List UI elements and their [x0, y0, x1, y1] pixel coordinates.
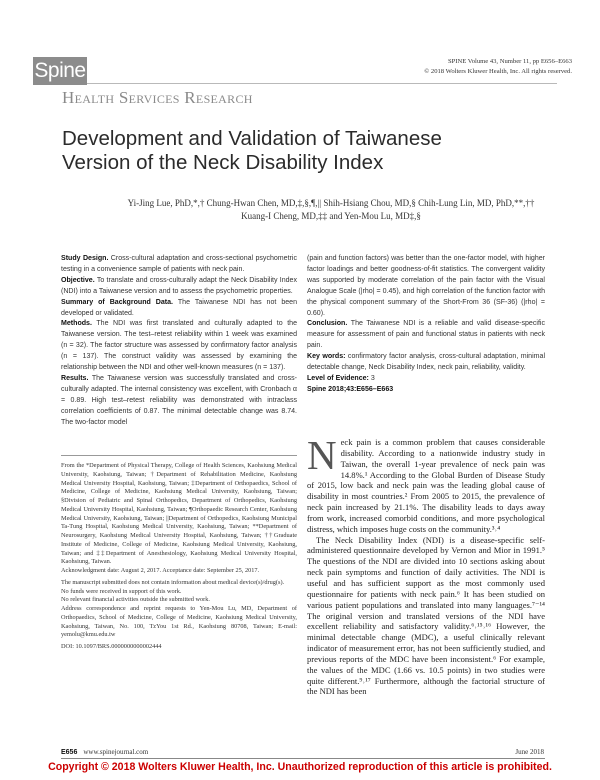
body-paragraph-2: The Neck Disability Index (NDI) is a disease-specific self-administered questionnaire developed by Vernon and Mior in 1991.⁵ The questions of the NDI are divided into 10 sections asking about neck pain symptoms and function of daily activities. The NDI is useful and has sufficient support as the most commonly used questionnaire for patients with neck pain.⁶ It has been studied on various patient populations and translated into many languages.⁷⁻¹⁴ The original version and translated versions of the NDI have excellent reliability and satisfactory validity.⁶˒¹⁵˒¹⁶ However, the minimal detectable change (MDC), a useful clinically relevant indicator of measurement error, has not been sufficiently studied, and previous reports of the MDC have been inconsistent.⁶ For example, the values of the MDC (1.66 vs. 10.5 points) in two studies were quite different.⁹˒¹⁷ Furthermore, although the factorial structure of the NDI has been: [307, 534, 545, 697]
results-label: Results.: [61, 374, 89, 382]
study-design-text: Cross-cultural adaptation and cross-sectional psychometric testing in a convenience sample of patients with neck pain.: [61, 255, 297, 273]
background-text: The Taiwanese NDI has not been developed or validated.: [61, 298, 297, 317]
copyright-notice: Copyright © 2018 Wolters Kluwer Health, Inc. Unauthorized reproduction of this article is prohibited.: [48, 761, 552, 773]
results-text: The Taiwanese version was successfully translated and cross-culturally adapted. The internal consistency was excellent, with Cronbach α = 0.89. High test–retest reliability was demonstrated with intraclass correlation coefficients of 0.87. The minimal detectable change was 8.74. The two-factor model: [61, 374, 297, 426]
abstract-keywords: [307, 352, 545, 374]
abstract-results-continued: (pain and function factors) was better than the one-factor model, with higher factor loadings and better goodness-of-fit statistics. The convergent validity was supported by moderate correlation of the pain factor with the Visual Analogue Scale (|rho| = 0.45), and high correlation of the function factor with the physical component summary of the Short-From 36 (SF-36) (|rho| = 0.60).: [307, 255, 545, 317]
objective-text: To translate and cross-culturally adapt the Neck Disability Index (NDI) into a Taiwanese version and to assess the psychometric properties.: [61, 276, 297, 295]
abstract-study-design: [61, 254, 297, 276]
loe-label: Level of Evidence:: [307, 374, 369, 382]
methods-label: Methods.: [61, 320, 92, 328]
loe-value: 3: [368, 374, 375, 382]
title-line-1: Development and Validation of Taiwanese: [62, 127, 442, 150]
keywords-label: Key words:: [307, 353, 346, 361]
doi-line: DOI: 10.1097/BRS.0000000000002444: [61, 643, 162, 650]
section-heading: Health Services Research: [62, 88, 253, 107]
page-number: E656: [61, 749, 78, 756]
acknowledgment-dates: Acknowledgment date: August 2, 2017. Acceptance date: September 25, 2017.: [61, 567, 260, 574]
abstract-right-column: [307, 254, 545, 396]
conclusion-label: Conclusion.: [307, 320, 348, 328]
issue-date: June 2018: [515, 748, 544, 756]
citation-line: Spine 2018;43:E656–E663: [307, 385, 394, 393]
correspondence-address: Address correspondence and reprint requests to Yen-Mou Lu, MD, Department of Orthopaedics, School of Medicine, College of Medicine, Kaohsiung Medical University, Kaohsiung, Taiwan, No. 100, TzYou 1st Rd., Kaohsiung 80708, Taiwan; E-mail: yemolu@kmu.edu.tw: [61, 605, 297, 639]
journal-rights-line: © 2018 Wolters Kluwer Health, Inc. All rights reserved.: [424, 67, 572, 75]
abstract-left-column: [61, 254, 297, 429]
article-title: [62, 127, 522, 175]
page-footer-left: [61, 748, 148, 756]
authors-line-2: Kuang-I Cheng, MD,‡‡ and Yen-Mou Lu, MD‡,§: [241, 210, 421, 221]
affiliations-text: From the *Department of Physical Therapy, College of Health Sciences, Kaohsiung Medical University, Kaohsiung, Taiwan; †Department of Rehabilitation Medicine, Kaohsiung Medical University Hospital, Kaohsiung, Taiwan; ‡Department of Orthopaedics, School of Medicine, College of Medicine, Kaohsiung Medical University, Kaohsiung, Taiwan; §Division of Pediatric and Spinal Orthopedics, Department of Orthopedics, Kaohsiung Medical University Hospital, Kaohsiung, Taiwan; ¶Orthopaedic Research Center, Kaohsiung Medical University, Kaohsiung, Taiwan; ||Department of Orthopedics, Kaohsiung Municipal Ta-Tung Hospital, Kaohsiung Medical University, Kaohsiung, Taiwan; **Department of Neurosurgery, Kaohsiung Medical University Hospital, Kaohsiung, Taiwan; ††Graduate Institute of Medicine, College of Medicine, Kaohsiung Medical University, Kaohsiung, Taiwan; and ‡‡Department of Anesthesiology, Kaohsiung Medical University Hospital, Kaohsiung, Taiwan.: [61, 462, 297, 566]
journal-website: www.spinejournal.com: [83, 748, 149, 756]
journal-meta: [424, 57, 572, 76]
funding-statement: No funds were received in support of this work.: [61, 587, 182, 595]
abstract-conclusion: [307, 319, 545, 352]
authors-line-1: Yi-Jing Lue, PhD,*,† Chung-Hwan Chen, MD,‡,§,¶,|| Shih-Hsiang Chou, MD,§ Chih-Lung Lin, MD, PhD,**,††: [127, 198, 535, 208]
conclusion-text: The Taiwanese NDI is a reliable and valid disease-specific measure for assessment of pain and functional status in patients with neck pain.: [307, 320, 545, 350]
study-design-label: Study Design.: [61, 255, 109, 262]
title-line-2: Version of the Neck Disability Index: [62, 151, 384, 174]
keywords-text: confirmatory factor analysis, cross-cultural adaptation, minimal detectable change, Neck Disability Index, neck pain, reliability, validity.: [307, 353, 546, 372]
footer-rule: [61, 758, 545, 759]
affiliation-rule: [61, 455, 297, 456]
methods-text: The NDI was first translated and culturally adapted to the Taiwanese version. The test–retest reliability within 1 week was examined (n = 32). The factor structure was assessed by confirmatory factor analysis (n = 137). The construct validity was assessed by examining the relationship between the NDI and other well-known measures (n = 137).: [61, 320, 297, 372]
journal-volume-line: SPINE Volume 43, Number 11, pp E656–E663: [447, 58, 572, 65]
abstract-methods: [61, 319, 297, 374]
level-of-evidence: [307, 374, 545, 385]
abstract-background: [61, 298, 297, 320]
header-rule: [87, 83, 557, 84]
affiliations-block: [61, 462, 297, 652]
abstract-objective: [61, 276, 297, 298]
body-text: [307, 432, 545, 697]
drop-cap: N: [307, 432, 337, 478]
abstract-results: [61, 374, 297, 429]
financial-disclosure: No relevant financial activities outside the submitted work.: [61, 596, 210, 604]
objective-label: Objective.: [61, 276, 95, 284]
body-paragraph-1: [307, 432, 545, 535]
para1-text: eck pain is a common problem that causes considerable disability. According to a nationwide industry study in Taiwan, the overall 1-year prevalence of neck pain was 14.8%.¹ According to the Global Burden of Disease Study of 2015, low back and neck pain was the leading global cause of disability in most countries.² From 2005 to 2015, the prevalence of neck pain increased by 21.1%. The disability leads to days away from work, increased comorbid conditions, and more psychological distress, which imposes huge costs on the community.³˒⁴: [307, 437, 545, 534]
journal-logo: Spine: [33, 57, 87, 85]
author-list: [111, 197, 551, 222]
background-label: Summary of Background Data.: [61, 298, 174, 306]
device-disclosure: The manuscript submitted does not contain information about medical device(s)/drug(s).: [61, 578, 285, 586]
